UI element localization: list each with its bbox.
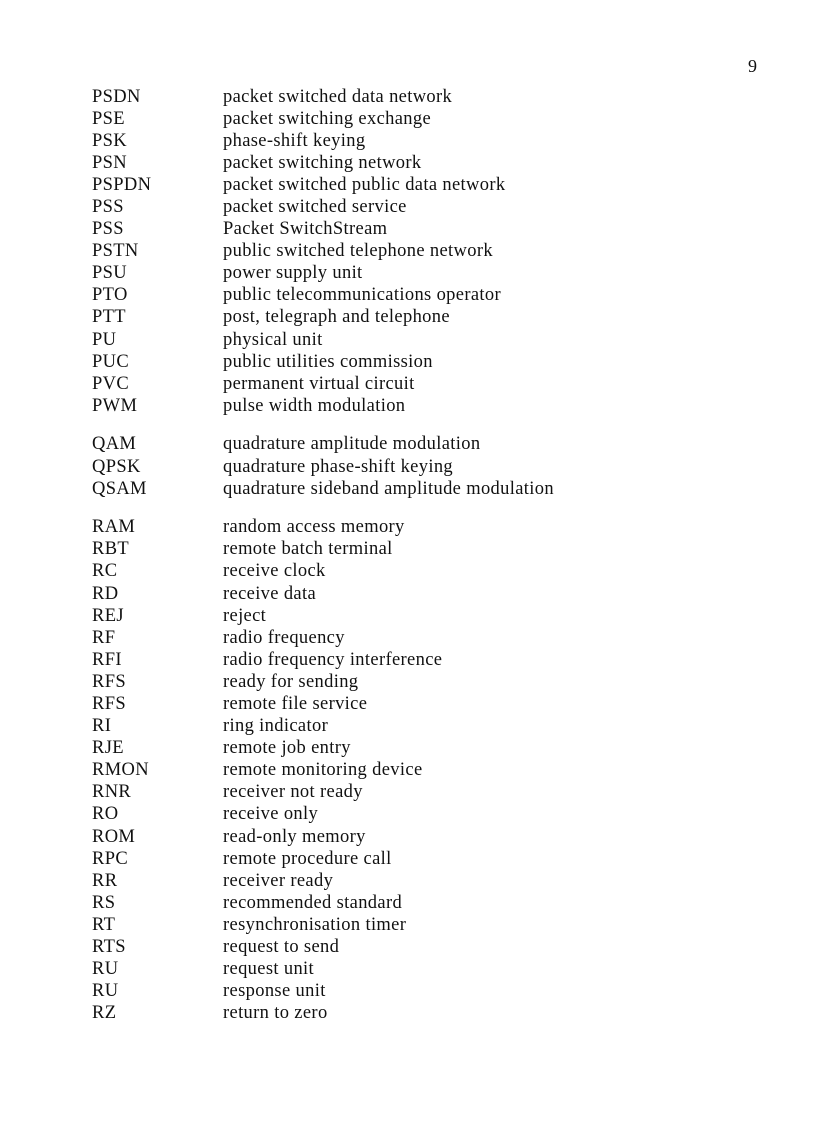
entry-abbreviation: PSN xyxy=(92,152,127,173)
entry-abbreviation: RTS xyxy=(92,937,126,958)
glossary-entry xyxy=(92,627,732,649)
glossary-entry xyxy=(92,263,732,285)
entry-abbreviation: PSK xyxy=(92,130,127,151)
entry-abbreviation: RT xyxy=(92,914,116,935)
glossary-entry xyxy=(92,130,732,152)
glossary-entry xyxy=(92,152,732,174)
glossary-entry xyxy=(92,285,732,307)
entry-definition: resynchronisation timer xyxy=(223,914,407,935)
entry-definition: receive only xyxy=(223,804,319,825)
entry-definition: packet switching network xyxy=(223,152,422,173)
glossary-entry xyxy=(92,86,732,108)
glossary-entry xyxy=(92,108,732,130)
entry-abbreviation: PU xyxy=(92,329,117,350)
entry-abbreviation: QAM xyxy=(92,434,137,455)
glossary-entry xyxy=(92,373,732,395)
page-number: 9 xyxy=(748,56,757,76)
entry-abbreviation: RS xyxy=(92,892,116,913)
glossary-entry xyxy=(92,456,732,478)
entry-definition: random access memory xyxy=(223,517,405,538)
entry-abbreviation: RD xyxy=(92,583,119,604)
glossary-entry xyxy=(92,539,732,561)
entry-definition: public switched telephone network xyxy=(223,241,493,262)
glossary-entry xyxy=(92,870,732,892)
entry-abbreviation: PWM xyxy=(92,395,138,416)
glossary-entry xyxy=(92,782,732,804)
entry-definition: phase-shift keying xyxy=(223,130,366,151)
entry-abbreviation: PUC xyxy=(92,351,130,372)
glossary-entry xyxy=(92,329,732,351)
glossary-entry xyxy=(92,1003,732,1025)
entry-definition: read-only memory xyxy=(223,826,366,847)
entry-definition: request unit xyxy=(223,959,315,980)
entry-abbreviation: RJE xyxy=(92,738,124,759)
glossary-entry xyxy=(92,826,732,848)
entry-definition: quadrature sideband amplitude modulation xyxy=(223,478,554,499)
entry-abbreviation: PSS xyxy=(92,219,124,240)
entry-definition: remote monitoring device xyxy=(223,760,423,781)
glossary-entry xyxy=(92,760,732,782)
glossary-entry xyxy=(92,605,732,627)
entry-definition: radio frequency xyxy=(223,627,345,648)
entry-definition: quadrature amplitude modulation xyxy=(223,434,481,455)
entry-abbreviation: RI xyxy=(92,716,112,737)
entry-definition: remote batch terminal xyxy=(223,539,393,560)
entry-definition: remote job entry xyxy=(223,738,351,759)
glossary-entry xyxy=(92,959,732,981)
entry-definition: remote procedure call xyxy=(223,848,392,869)
glossary-entry xyxy=(92,738,732,760)
glossary-entry xyxy=(92,395,732,417)
entry-abbreviation: ROM xyxy=(92,826,136,847)
entry-definition: post, telegraph and telephone xyxy=(223,307,450,328)
entry-abbreviation: QSAM xyxy=(92,478,147,499)
entry-definition: remote file service xyxy=(223,693,368,714)
entry-abbreviation: PTT xyxy=(92,307,126,328)
entry-abbreviation: REJ xyxy=(92,605,124,626)
entry-abbreviation: RFI xyxy=(92,649,122,670)
glossary-entry xyxy=(92,174,732,196)
glossary-entry xyxy=(92,307,732,329)
glossary-entry xyxy=(92,914,732,936)
entry-abbreviation: PTO xyxy=(92,285,128,306)
entry-definition: ready for sending xyxy=(223,671,359,692)
glossary-entry xyxy=(92,693,732,715)
glossary-group-r xyxy=(92,517,732,1025)
entry-abbreviation: PSE xyxy=(92,108,125,129)
glossary-entry xyxy=(92,892,732,914)
glossary-entry xyxy=(92,219,732,241)
entry-abbreviation: PSU xyxy=(92,263,127,284)
entry-definition: response unit xyxy=(223,981,326,1002)
entry-definition: request to send xyxy=(223,937,340,958)
entry-definition: physical unit xyxy=(223,329,323,350)
entry-definition: receiver ready xyxy=(223,870,334,891)
entry-definition: receiver not ready xyxy=(223,782,363,803)
glossary-entry xyxy=(92,241,732,263)
entry-abbreviation: RF xyxy=(92,627,116,648)
entry-abbreviation: RNR xyxy=(92,782,132,803)
glossary-entry xyxy=(92,517,732,539)
glossary-group-p xyxy=(92,86,732,417)
entry-abbreviation: RFS xyxy=(92,671,126,692)
entry-abbreviation: RU xyxy=(92,981,119,1002)
glossary-entry xyxy=(92,649,732,671)
entry-abbreviation: RC xyxy=(92,561,118,582)
entry-abbreviation: PSS xyxy=(92,197,124,218)
glossary-entry xyxy=(92,936,732,958)
glossary-entry xyxy=(92,478,732,500)
glossary-list xyxy=(92,86,732,1025)
glossary-entry xyxy=(92,434,732,456)
entry-abbreviation: RPC xyxy=(92,848,129,869)
entry-definition: packet switched service xyxy=(223,197,407,218)
entry-abbreviation: RZ xyxy=(92,1003,117,1024)
entry-abbreviation: RU xyxy=(92,959,119,980)
entry-abbreviation: RR xyxy=(92,870,118,891)
glossary-entry xyxy=(92,716,732,738)
entry-abbreviation: PSDN xyxy=(92,86,141,107)
entry-definition: receive clock xyxy=(223,561,326,582)
entry-abbreviation: PVC xyxy=(92,373,130,394)
entry-definition: power supply unit xyxy=(223,263,363,284)
entry-abbreviation: PSTN xyxy=(92,241,139,262)
entry-abbreviation: RO xyxy=(92,804,119,825)
entry-definition: public utilities commission xyxy=(223,351,433,372)
entry-definition: permanent virtual circuit xyxy=(223,373,415,394)
glossary-entry xyxy=(92,671,732,693)
entry-definition: return to zero xyxy=(223,1003,328,1024)
glossary-entry xyxy=(92,981,732,1003)
entry-abbreviation: RMON xyxy=(92,760,149,781)
glossary-entry xyxy=(92,561,732,583)
entry-definition: packet switched public data network xyxy=(223,174,506,195)
glossary-entry xyxy=(92,351,732,373)
entry-definition: packet switching exchange xyxy=(223,108,432,129)
entry-definition: pulse width modulation xyxy=(223,395,406,416)
entry-definition: radio frequency interference xyxy=(223,649,443,670)
glossary-entry xyxy=(92,583,732,605)
entry-abbreviation: RBT xyxy=(92,539,130,560)
entry-definition: packet switched data network xyxy=(223,86,453,107)
glossary-entry xyxy=(92,848,732,870)
entry-definition: public telecommunications operator xyxy=(223,285,502,306)
entry-abbreviation: PSPDN xyxy=(92,174,152,195)
entry-definition: recommended standard xyxy=(223,892,403,913)
entry-definition: reject xyxy=(223,605,267,626)
glossary-entry xyxy=(92,804,732,826)
entry-definition: quadrature phase-shift keying xyxy=(223,456,454,477)
entry-definition: Packet SwitchStream xyxy=(223,219,388,240)
glossary-entry xyxy=(92,196,732,218)
entry-definition: receive data xyxy=(223,583,317,604)
entry-abbreviation: QPSK xyxy=(92,456,141,477)
entry-definition: ring indicator xyxy=(223,716,329,737)
entry-abbreviation: RFS xyxy=(92,693,126,714)
glossary-group-q xyxy=(92,434,732,500)
entry-abbreviation: RAM xyxy=(92,517,136,538)
